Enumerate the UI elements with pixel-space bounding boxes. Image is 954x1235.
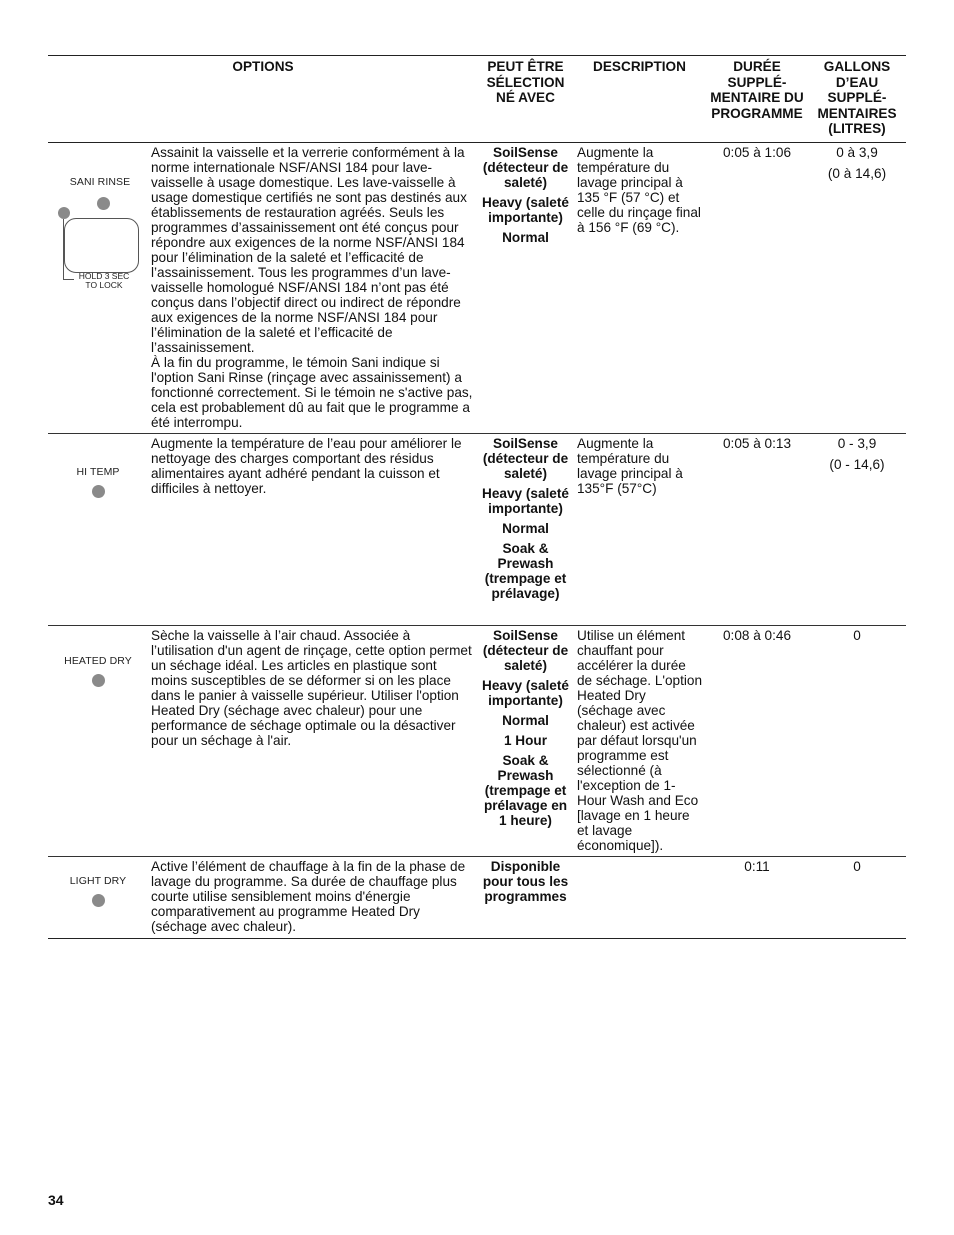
option-text: Augmente la température de l’eau pour améliorer le nettoyage des charges comportant des résidus alimentaires ayant adhéré pendant la cuisson et difficiles à nettoyer.	[151, 435, 462, 496]
compat-list: Disponible pour tous les programmes	[482, 858, 569, 904]
option-control-heated-dry	[48, 625, 148, 856]
option-control-light-dry	[48, 856, 148, 938]
table-row	[48, 625, 906, 856]
option-description: Augmente la température du lavage principal à 135 °F (57 °C) et celle du rinçage final à 156 °F (69 °C).	[577, 144, 701, 235]
header-duration: DURÉE SUPPLÉ- MENTAIRE DU PROGRAMME	[710, 59, 804, 121]
hold-to-lock-label: HOLD 3 SEC TO LOCK	[78, 270, 130, 290]
compat-list: SoilSense (détecteur de saleté) Heavy (saleté importante) Normal	[482, 144, 569, 245]
light-dry-indicator-icon	[92, 894, 105, 907]
extra-time: 0:11	[744, 858, 770, 874]
extra-water: 0 - 3,9 (0 - 14,6)	[829, 435, 885, 472]
option-text: Active l’élément de chauffage à la fin de la phase de lavage du programme. Sa durée de chauffage plus courte utilise sensiblement moins d'énergie comparativement au programme Heated Dry (séchage avec chaleur).	[151, 858, 466, 934]
option-text: Sèche la vaisselle à l’air chaud. Associée à l’utilisation d'un agent de rinçage, cette option permet un séchage idéal. Les articles en plastique sont moins susceptibles de se déformer si on les place dans le panier à vaisselle supérieur. Utiliser l'option Heated Dry (séchage avec chaleur) pour une performance de séchage optimale ou la désactiver pour un séchage à l'air.	[151, 627, 472, 748]
table-row	[48, 856, 906, 938]
heated-dry-indicator-icon	[92, 674, 105, 687]
header-compat: PEUT ÊTRE SÉLECTION NÉ AVEC	[486, 59, 565, 105]
extra-water: 0 à 3,9 (0 à 14,6)	[827, 144, 887, 181]
extra-water: 0	[853, 627, 861, 643]
header-gallons: GALLONS D’EAU SUPPLÉ- MENTAIRES (LITRES)	[817, 59, 897, 136]
option-text: Assainit la vaisselle et la verrerie conformément à la norme internationale NSF/ANSI 184 pour lave-vaisselle à usage domestique. Les lave-vaisselle à usage domestique certifiés ne sont pas destinés aux établissements de restauration agréés. Seuls les programmes d’assainissement ont été conçus pour répondre aux exigences de la norme NSF/ANSI 184 pour l’élimination de la saleté et l’efficacité de l’assainissement. Tous les programmes d’un lave-vaisselle homologué NSF/ANSI 184 n’ont pas été conçus dans l’objectif direct ou indirect de répondre aux exigences de la norme NSF/ANSI 184 pour l’élimination de la saleté et l’efficacité de l’assainissement. À la fin du programme, le témoin Sani indique si l'option Sani Rinse (rinçage avec assainissement) a fonctionné correctement. Si le témoin ne s'active pas, cela est probablement dû au fait que le programme a été interrompu.	[151, 144, 473, 430]
option-description: Utilise un élément chauffant pour accélérer la durée de séchage. L'option Heated Dry (séchage avec chaleur) est activée par défaut lorsqu'un programme est sélectionné (à l'exception de 1-Hour Wash and Eco [lavage en 1 heure et lavage économique]).	[577, 627, 703, 853]
options-table	[48, 55, 906, 939]
extra-time: 0:08 à 0:46	[722, 627, 792, 643]
options-page	[48, 55, 906, 939]
hi-temp-indicator-icon	[92, 485, 105, 498]
table-header-row	[48, 56, 906, 143]
extra-water: 0	[853, 858, 861, 874]
sani-indicator-icon	[97, 197, 110, 210]
hi-temp-label: HI TEMP	[76, 465, 120, 478]
extra-time: 0:05 à 0:13	[722, 435, 792, 451]
header-description: DESCRIPTION	[593, 59, 686, 74]
sani-rinse-button[interactable]	[64, 218, 139, 273]
table-row	[48, 142, 906, 433]
option-control-hi-temp	[48, 433, 148, 625]
sani-rinse-label: SANI RINSE	[69, 175, 131, 188]
table-row	[48, 433, 906, 625]
compat-list: SoilSense (détecteur de saleté) Heavy (saleté importante) Normal Soak & Prewash (trempage et prélavage)	[482, 435, 569, 601]
compat-list: SoilSense (détecteur de saleté) Heavy (saleté importante) Normal 1 Hour Soak & Prewash (trempage et prélavage en 1 heure)	[482, 627, 569, 828]
header-options: OPTIONS	[232, 59, 294, 74]
option-control-sani-rinse	[48, 142, 148, 433]
heated-dry-label: HEATED DRY	[64, 654, 132, 667]
option-description: Augmente la température du lavage principal à 135°F (57°C)	[577, 435, 683, 496]
lock-indicator-icon	[58, 207, 70, 219]
page-number: 34	[48, 1192, 64, 1208]
extra-time: 0:05 à 1:06	[722, 144, 792, 160]
light-dry-label: LIGHT DRY	[69, 874, 127, 887]
option-description	[573, 856, 706, 938]
